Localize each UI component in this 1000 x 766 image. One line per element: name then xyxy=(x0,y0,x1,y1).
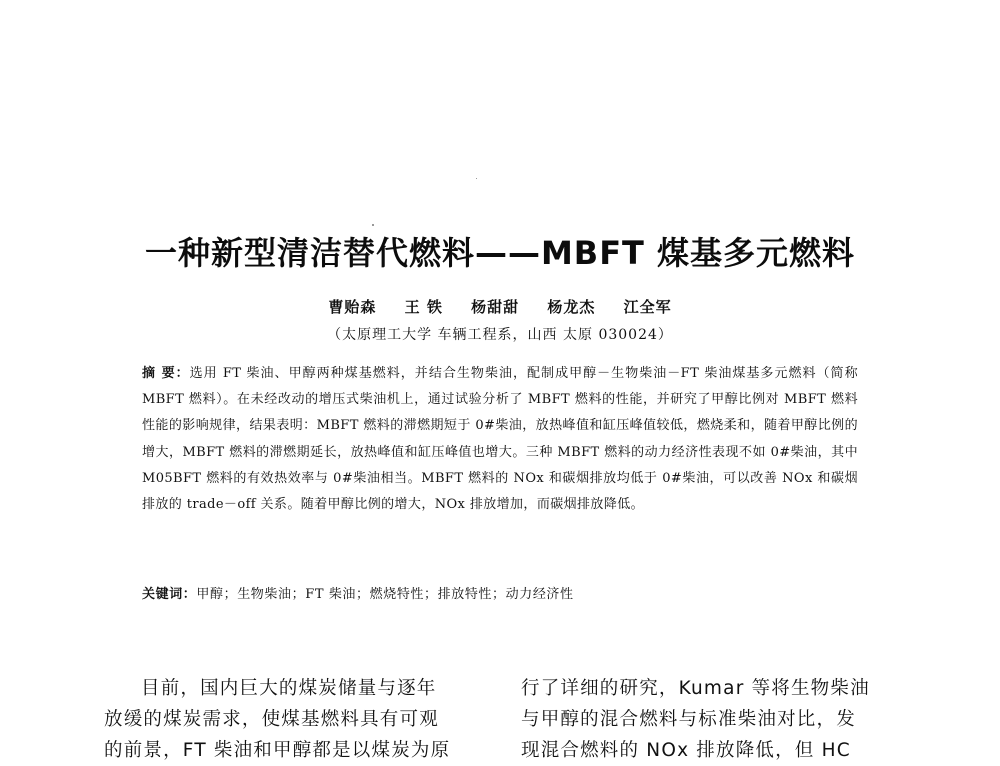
author-name: 杨龙杰 xyxy=(547,298,596,316)
body-line: 放缓的煤炭需求，使煤基燃料具有可观 xyxy=(104,709,439,730)
body-column-left xyxy=(104,673,480,761)
keywords xyxy=(142,583,858,607)
author-name: 曹贻森 xyxy=(328,298,377,316)
scan-speck xyxy=(372,224,374,226)
keywords-text: 甲醇；生物柴油；FT 柴油；燃烧特性；排放特性；动力经济性 xyxy=(196,587,574,602)
body-line-cut: 的前景，FT 柴油和甲醇都是以煤炭为原 xyxy=(104,740,451,761)
body-line: 与甲醇的混合燃料与标准柴油对比，发 xyxy=(521,709,856,730)
author-name: 王 铁 xyxy=(404,298,443,316)
paper-title: 一种新型清洁替代燃料——MBFT 煤基多元燃料 xyxy=(144,234,856,272)
scan-speck xyxy=(476,178,477,179)
body-line: 目前，国内巨大的煤炭储量与逐年 xyxy=(141,678,437,699)
affiliation: （太原理工大学 车辆工程系，山西 太原 030024） xyxy=(327,327,673,343)
body-line: 行了详细的研究，Kumar 等将生物柴油 xyxy=(521,678,870,699)
keywords-label: 关键词： xyxy=(142,587,197,602)
abstract-text: 选用 FT 柴油、甲醇两种煤基燃料，并结合生物柴油，配制成甲醇－生物柴油－FT 柴油煤基多元燃料（简称 MBFT 燃料）。在未经改动的增压式柴油机上，通过试验分析了 MBFT 燃料的性能，并研究了甲醇比例对 MBFT 燃料性能的影响规律，结果表明：MBFT 燃料的滞燃期短于 0#柴油，放热峰值和缸压峰值较低，燃烧柔和，随着甲醇比例的增大，MBFT 燃料的滞燃期延长，放热峰值和缸压峰值也增大。三种 MBFT 燃料的动力经济性表现不如 0#柴油，其中 M05BFT 燃料的有效热效率与 0#柴油相当。MBFT 燃料的 NOx 和碳烟排放均低于 0#柴油，可以改善 NOx 和碳烟排放的 trade－off 关系。随着甲醇比例的增大，NOx 排放增加，而碳烟排放降低。 xyxy=(142,366,858,513)
author-name: 江全军 xyxy=(623,298,672,316)
body-line-cut: 现混合燃料的 NOx 排放降低，但 HC xyxy=(521,740,851,761)
abstract xyxy=(142,361,858,518)
author-name: 杨甜甜 xyxy=(471,298,520,316)
body-column-right xyxy=(521,673,897,761)
author-list xyxy=(0,296,1000,317)
abstract-label: 摘 要： xyxy=(142,366,190,381)
